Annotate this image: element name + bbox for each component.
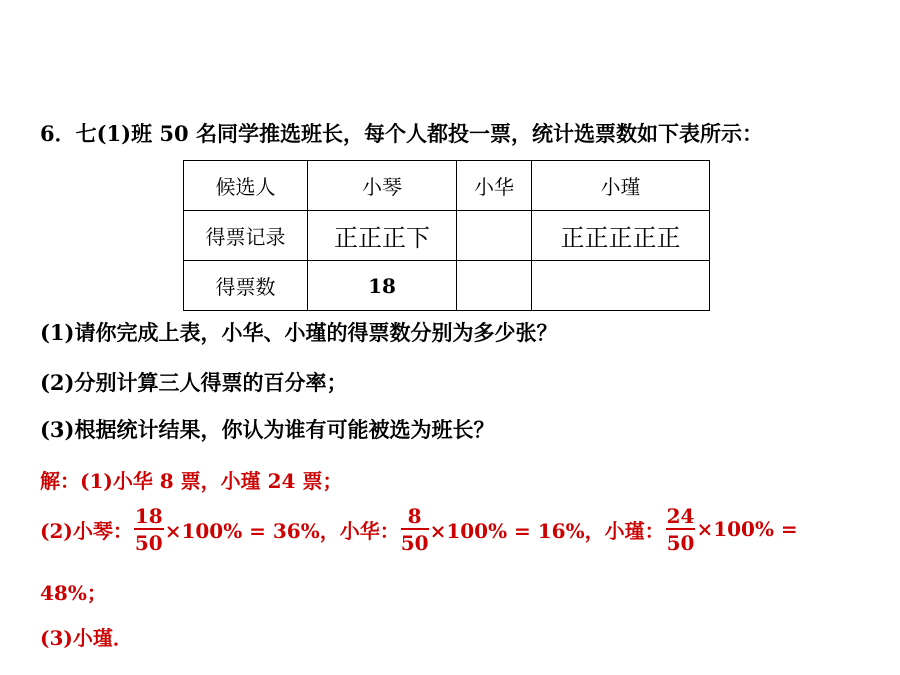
fraction-denominator: 50 — [400, 530, 429, 555]
fraction-numerator: 24 — [666, 503, 695, 528]
table-header-cell: 小华 — [457, 161, 532, 211]
answer-tail: ×100% = — [696, 517, 798, 541]
answer-tail: ×100% = 16%，小瑾： — [429, 518, 665, 543]
count-cell — [532, 261, 710, 311]
table-header-cell: 小琴 — [308, 161, 457, 211]
table-header-cell: 小瑾 — [532, 161, 710, 211]
table-row — [184, 161, 710, 211]
answer-line-3: 48%； — [40, 581, 107, 605]
row-label-counts: 得票数 — [184, 261, 308, 311]
table-header-cell: 候选人 — [184, 161, 308, 211]
tally-cell: 正正正下 — [308, 211, 457, 261]
answer-line-1: 解：(1)小华 8 票，小瑾 24 票； — [40, 469, 343, 493]
question-part-2: (2)分别计算三人得票的百分率； — [40, 370, 348, 395]
tally-cell: 正正正正正 — [532, 211, 710, 261]
fraction-xiaojin — [666, 503, 696, 555]
fraction-xiaoqin — [134, 503, 164, 555]
table-row — [184, 211, 710, 261]
question-part-3: (3)根据统计结果，你认为谁有可能被选为班长？ — [40, 417, 495, 442]
row-label-records: 得票记录 — [184, 211, 308, 261]
fraction-numerator: 8 — [401, 506, 429, 530]
answer-line-4: (3)小瑾． — [40, 626, 133, 650]
answer-prefix: (2)小琴： — [40, 518, 133, 543]
count-cell — [457, 261, 532, 311]
vote-table — [183, 160, 710, 311]
answer-line-2 — [40, 500, 798, 558]
question-stem: 6．七(1)班 50 名同学推选班长，每个人都投一票，统计选票数如下表所示： — [40, 121, 763, 146]
answer-tail: ×100% = 36%，小华： — [164, 518, 400, 543]
fraction-xiaohua — [400, 503, 429, 555]
table-row — [184, 261, 710, 311]
fraction-numerator: 18 — [134, 503, 163, 528]
fraction-denominator: 50 — [134, 530, 163, 555]
count-cell: 18 — [308, 261, 457, 311]
tally-cell — [457, 211, 532, 261]
fraction-denominator: 50 — [666, 530, 695, 555]
question-part-1: (1)请你完成上表，小华、小瑾的得票数分别为多少张？ — [40, 320, 558, 345]
